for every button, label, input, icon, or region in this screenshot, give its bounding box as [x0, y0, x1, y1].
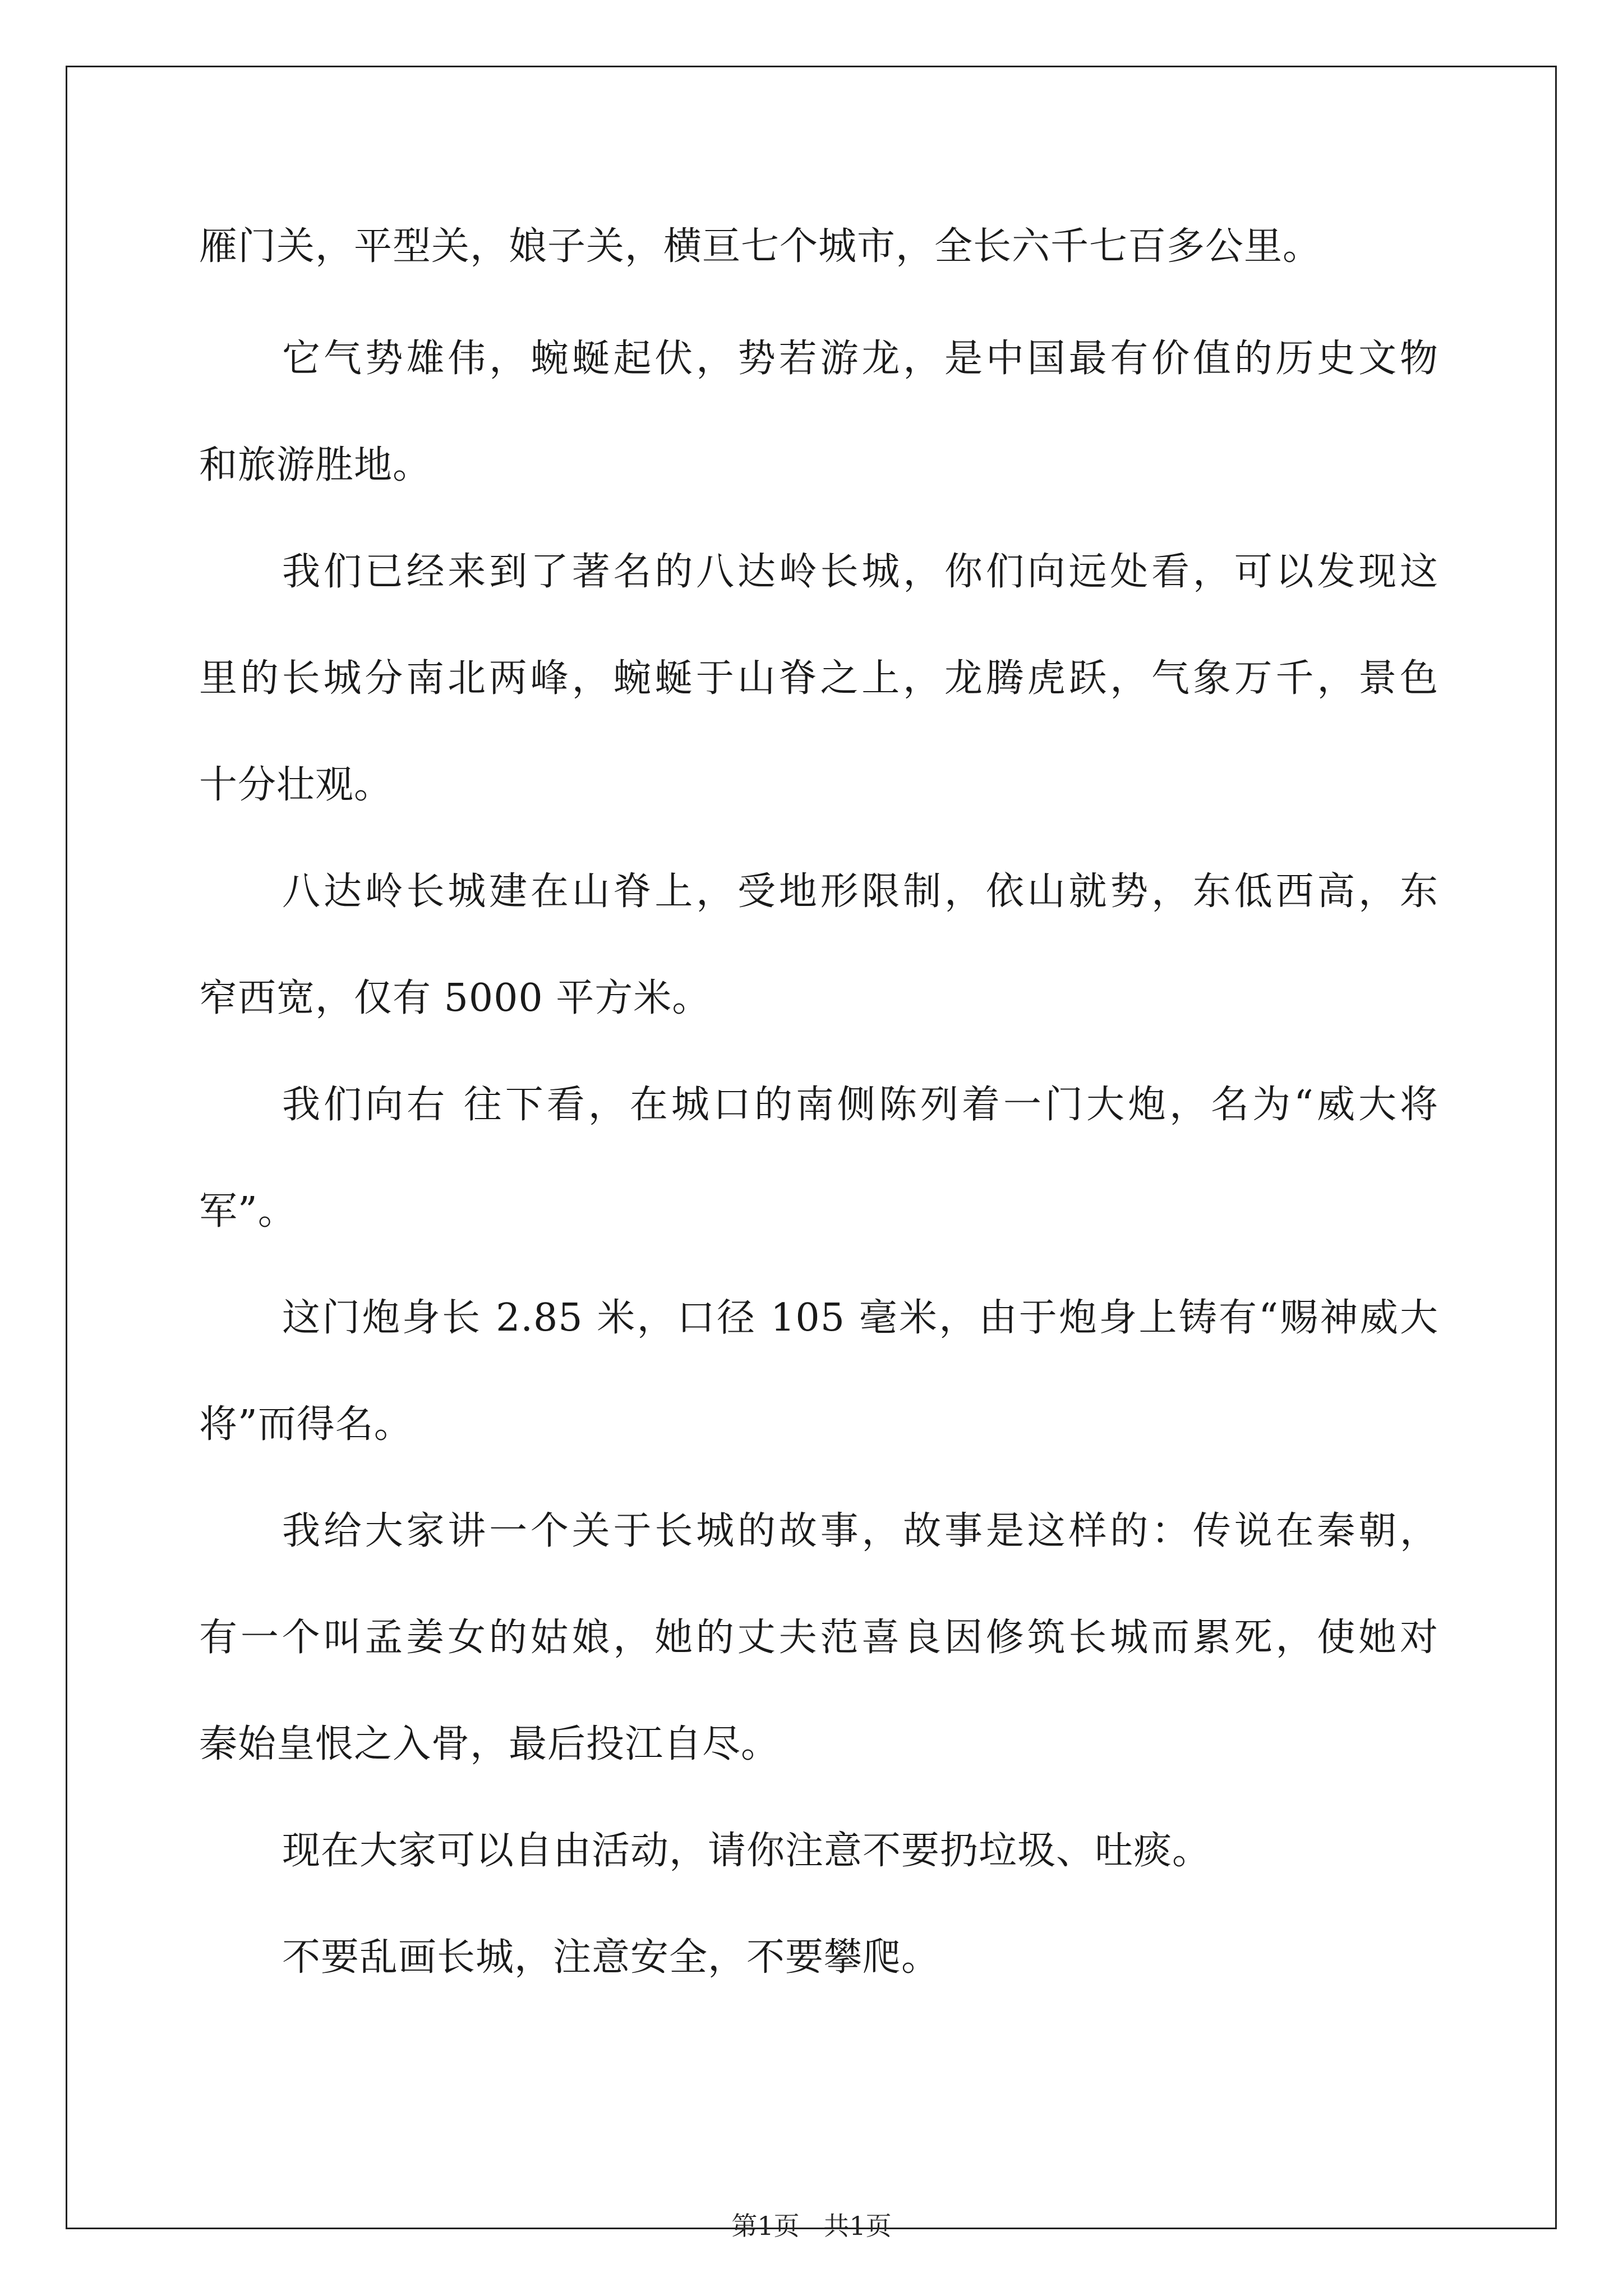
paragraph-first-line: 我们向右 往下看，在城口的南侧陈列着一门大炮，名为“威大将: [282, 1083, 1438, 1127]
text-line: 和旅游胜地。: [199, 443, 432, 487]
text-line: 军”。: [199, 1189, 297, 1234]
page-footer: [0, 2209, 1623, 2243]
paragraph-first-line: 它气势雄伟，蜿蜒起伏，势若游龙，是中国最有价值的历史文物: [282, 337, 1438, 381]
text-line: 十分壮观。: [199, 763, 393, 807]
paragraph-first-line: 八达岭长城建在山脊上，受地形限制，依山就势，东低西高，东: [282, 869, 1438, 914]
text-line: 秦始皇恨之入骨，最后投江自尽。: [199, 1722, 780, 1766]
paragraph-first-line: 我们已经来到了著名的八达岭长城，你们向远处看，可以发现这: [282, 550, 1438, 594]
text-line: 窄西宽，仅有 5000 平方米。: [199, 976, 711, 1020]
page-total: 共1页: [823, 2211, 892, 2241]
paragraph-first-line: 现在大家可以自由活动，请你注意不要扔垃圾、吐痰。: [282, 1829, 1211, 1873]
text-line: 雁门关，平型关，娘子关，横亘七个城市，全长六千七百多公里。: [199, 224, 1322, 269]
paragraph-first-line: 这门炮身长 2.85 米，口径 105 毫米，由于炮身上铸有“赐神威大: [282, 1296, 1438, 1340]
page-number: 第1页: [731, 2211, 800, 2241]
paragraph-first-line: 不要乱画长城，注意安全，不要攀爬。: [282, 1935, 940, 1980]
text-line: 里的长城分南北两峰，蜿蜒于山脊之上，龙腾虎跃，气象万千，景色: [199, 656, 1438, 701]
page-border: [66, 66, 1557, 2229]
paragraph-first-line: 我给大家讲一个关于长城的故事，故事是这样的：传说在秦朝，: [282, 1509, 1438, 1553]
text-line: 有一个叫孟姜女的姑娘，她的丈夫范喜良因修筑长城而累死，使她对: [199, 1616, 1438, 1660]
text-line: 将”而得名。: [199, 1402, 413, 1447]
